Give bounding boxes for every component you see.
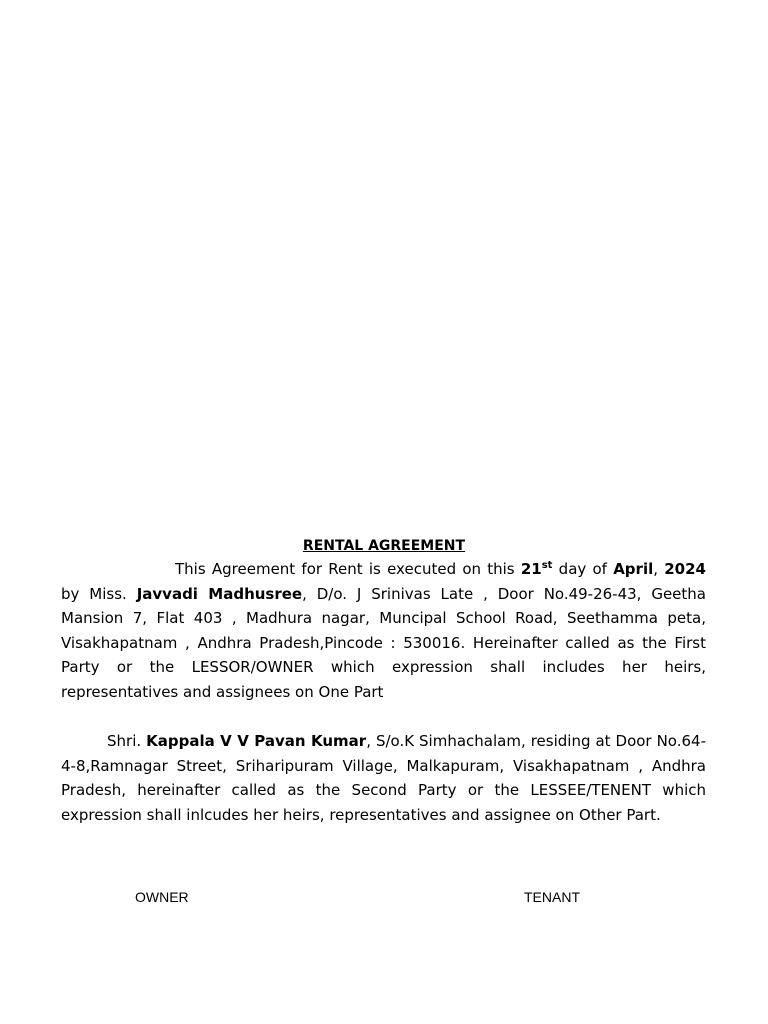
document-title: RENTAL AGREEMENT — [302, 538, 466, 554]
tenant-signature-label: TENANT — [524, 889, 580, 905]
para1-text-1: This Agreement for Rent is executed on this — [175, 560, 521, 578]
lessee-name: Kappala V V Pavan Kumar — [146, 732, 367, 750]
para2-text-2: , S/o.K Simhachalam, residing at Door No.64-4-8,Ramnagar Street, Sriharipuram Village, Malkapuram, Visakhapatnam , Andhra Pradesh, hereinafter called as the Second Party or the LESSEE/TENENT which expression shall inlcudes her heirs, representatives and assignee on Other Part. — [61, 732, 706, 824]
para2-text-1: Shri. — [107, 732, 147, 750]
agreement-day: 21 — [520, 560, 542, 578]
lessor-paragraph — [61, 557, 706, 704]
para1-text-4: by Miss. — [61, 584, 137, 603]
agreement-month: April — [613, 560, 654, 578]
agreement-day-suffix: st — [541, 560, 553, 571]
para1-text-3: , — [653, 560, 665, 578]
owner-signature-label: OWNER — [135, 889, 189, 905]
para1-text-2: day of — [552, 560, 614, 578]
lessee-paragraph — [61, 729, 706, 827]
para1-text-5: , D/o. J Srinivas Late , Door No.49-26-43, Geetha Mansion 7, Flat 403 , Madhura nagar, Muncipal School Road, Seethamma peta, Visakhapatnam , Andhra Pradesh,Pincode : 530016. Hereinafter called as the First Party or the LESSOR/OWNER which expression shall includes her heirs, representatives and assignees on One Part — [61, 584, 706, 701]
lessor-name: Javvadi Madhusree — [136, 584, 303, 603]
agreement-year: 2024 — [664, 560, 706, 578]
